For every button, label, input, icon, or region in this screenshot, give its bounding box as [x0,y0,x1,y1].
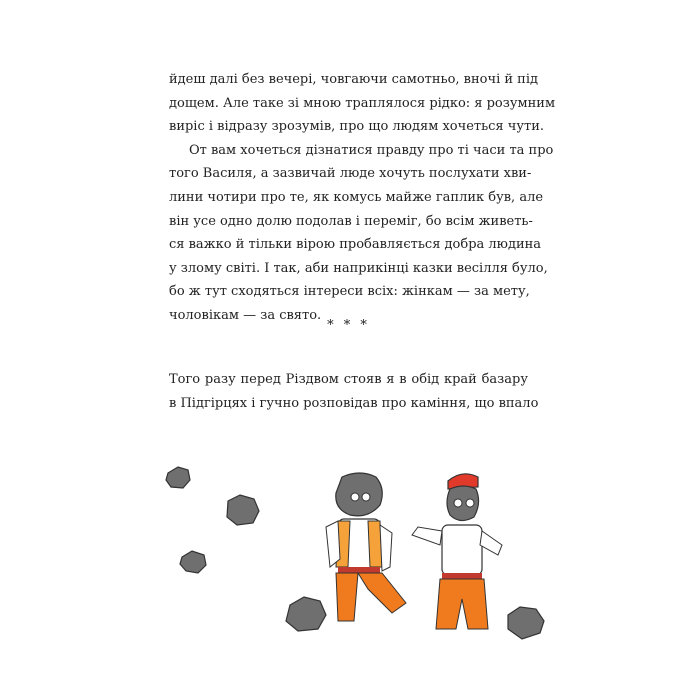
text-line: дощем. Але таке зі мною траплялося рідко: я розумним [169,95,556,111]
section-separator: * * * [327,318,370,333]
stone-icon [286,597,326,631]
stone-man-hat-icon [412,474,502,629]
text-block-bottom [169,368,539,415]
text-block-top [169,68,556,328]
text-line: того Василя, а зазвичай люде хочуть послухати хви- [169,166,532,182]
stone-icon [166,467,190,488]
text-line: лини чотири про те, як комусь майже гаплик був, але [169,189,544,205]
stone-man-icon [326,473,406,621]
text-line: ся важко й тільки вірою пробавляється добра людина [169,237,542,253]
stone-icon [508,607,544,639]
stone-icon [180,551,206,573]
text-line: От вам хочеться дізнатися правду про ті часи та про [189,142,554,158]
text-line: йдеш далі без вечері, човгаючи самотньо, вночі й під [169,72,538,87]
text-line: він усе одно долю подолав і переміг, бо всім живеть- [169,213,533,229]
stone-icon [227,495,259,525]
text-line: виріс і відразу зрозумів, про що людям хочеться чути. [169,119,545,135]
text-line: у злому світі. І так, аби наприкінці казки весілля було, [169,260,548,276]
text-line: бо ж тут сходяться інтереси всіх: жінкам — за мету, [169,284,530,300]
text-line: Того разу перед Різдвом стояв я в обід край базару [169,372,528,387]
text-line: в Підгірцях і гучно розповідав про каміння, що впало [169,395,539,411]
text-line: чоловікам — за свято. [169,307,322,323]
illustration [150,455,550,655]
